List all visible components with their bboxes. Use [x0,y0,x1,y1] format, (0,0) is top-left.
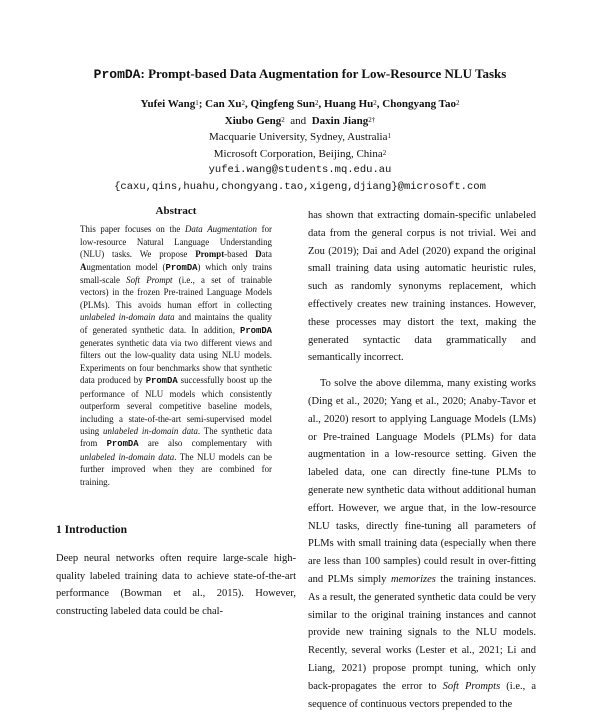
author-name: Xiubo Geng [224,114,282,127]
paper-title [0,66,600,82]
abstract-text: This paper focuses on the Data Augmentation for low-resource Natural Language Understanding (NLU) tasks. We propose Prompt-based Data Augmentation model (PromDA) which only trains small-scale Soft Prompt (i.e., a set of trainable vectors) in the frozen Pre-trained Language Models (PLMs). This avoids human effort in collecting unlabeled in-domain data and maintains the quality of generated synthetic data. In addition, PromDA generates synthetic data via two different views and filters out the low-quality data using NLU models. Experiments on four benchmarks show that synthetic data produced by PromDA successfully boost up the performance of NLU models which consistently outperform several competitive baseline models, including a state-of-the-art semi-supervised model using unlabeled in-domain data. The synthetic data from PromDA are also complementary with unlabeled in-domain data. The NLU models can be further improved when they are combined for training. [80,224,273,487]
right-column [308,207,536,713]
paragraph-2: To solve the above dilemma, many existing works (Ding et al., 2020; Yang et al., 2020; Anaby-Tavor et al., 2020) resort to applying Language Models (LMs) or Pre-trained Language Models (PLMs) for data augmentation in a low-resource setting. Given the labeled data, one can directly fine-tune PLMs to generate new synthetic data without additional human effort. However, we argue that, in the low-resource NLU tasks, directly fine-tuning all parameters of PLMs with small training data (especially when there are less than 100 samples) could result in over-fitting and PLMs simply memorizes the training instances. As a result, the generated synthetic data could be very similar to the original training instances and cannot provide new training signals to the NLU models. Recently, several works (Lester et al., 2021; Li and Liang, 2021) propose prompt tuning, which only back-propagates the error to Soft Prompts (i.e., a sequence of continuous vectors prepended to the [308,378,536,710]
intro-paragraph: Deep neural networks often require large-scale high-quality labeled training data to achieve state-of-the-art performance (Bowman et al., 2015). However, constructing labeled data could be chal- [56,552,296,618]
author-block [0,96,600,195]
author-name: Yufei Wang [140,98,196,110]
author-line-2: Xiubo Geng$^2$ and Daxin Jiang$^{2\dagger}$ [224,114,376,127]
author-name: Daxin Jiang [311,114,369,127]
paragraph-1: has shown that extracting domain-specific unlabeled data from the general corpus is not trivial. Wei and Zou (2019); Dai and Adel (2020) expand the original small training data using automatic heuristic rules, such as randomly synonyms replacement, which effectively creates new training instances. However, these processes may distort the text, making the generated syntactic data grammatically and semantically incorrect. [308,210,536,364]
title-text: : Prompt-based Data Augmentation for Low-Resource NLU Tasks [140,66,507,81]
author-name: Qingfeng Sun [250,98,316,110]
affiliation-2: Microsoft Corporation, Beijing, China$^2$ [213,147,387,160]
email-2: {caxu,qins,huahu,chongyang.tao,xigeng,djiang}@microsoft.com [114,180,486,193]
model-name: PromDA [93,67,141,82]
affiliation-1: Macquarie University, Sydney, Australia$^1$ [208,131,391,143]
abstract-heading: Abstract [155,205,197,217]
author-line-1: Yufei Wang$^1$; Can Xu$^2$, Qingfeng Sun$^2$, Huang Hu$^2$, Chongyang Tao$^2$ [140,98,460,110]
author-name: Huang Hu [324,98,374,110]
section-heading: 1 Introduction [56,524,128,536]
email-1: yufei.wang@students.mq.edu.au [208,164,392,176]
introduction-section [56,522,296,621]
author-name: Can Xu [205,98,242,110]
author-name: Chongyang Tao [382,98,456,110]
abstract-section [80,205,272,488]
